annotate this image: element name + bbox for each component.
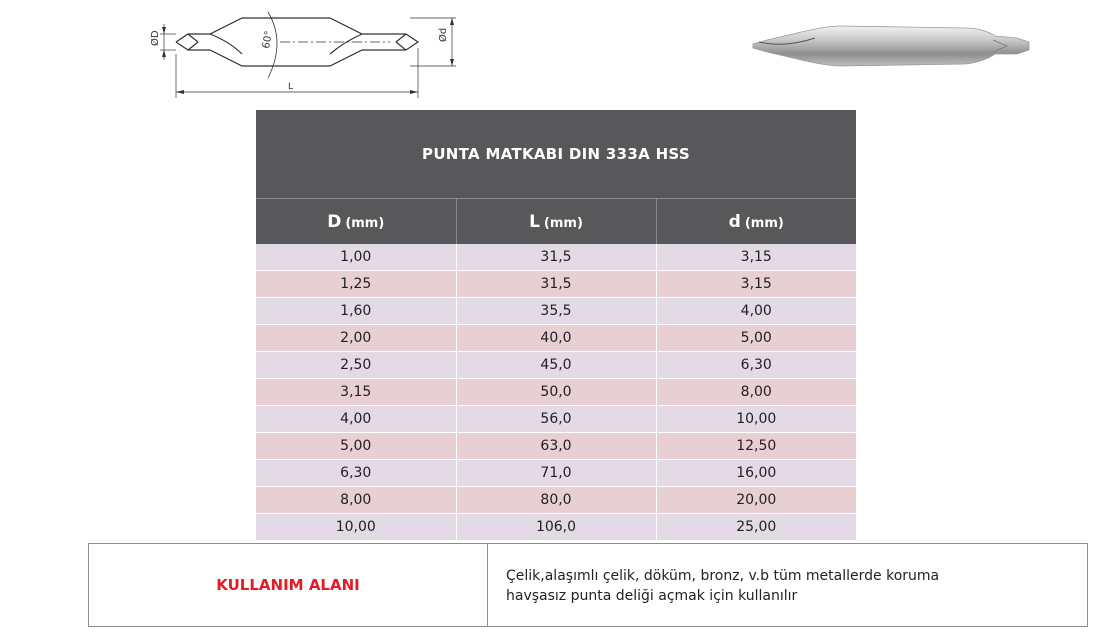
table-row <box>256 487 856 514</box>
table-row <box>256 325 856 352</box>
dim-large-d-label: Ød <box>438 27 449 42</box>
cell-d: 8,00 <box>656 379 856 406</box>
cell-D: 3,15 <box>256 379 456 406</box>
table-row <box>256 271 856 298</box>
cell-d: 12,50 <box>656 433 856 460</box>
cell-d: 5,00 <box>656 325 856 352</box>
cell-d: 20,00 <box>656 487 856 514</box>
length-label: L <box>288 82 294 92</box>
cell-d: 25,00 <box>656 514 856 541</box>
cell-L: 71,0 <box>456 460 656 487</box>
cell-D: 1,25 <box>256 271 456 298</box>
cell-D: 4,00 <box>256 406 456 433</box>
table-row <box>256 514 856 541</box>
table-row <box>256 244 856 271</box>
cell-D: 1,00 <box>256 244 456 271</box>
cell-d: 3,15 <box>656 271 856 298</box>
table-header-row <box>256 199 856 245</box>
table-row <box>256 298 856 325</box>
usage-line-1: Çelik,alaşımlı çelik, döküm, bronz, v.b tüm metallerde koruma <box>506 568 940 584</box>
cell-L: 50,0 <box>456 379 656 406</box>
dim-small-d-label: ØD <box>150 30 161 46</box>
cell-L: 56,0 <box>456 406 656 433</box>
cell-D: 2,50 <box>256 352 456 379</box>
cell-L: 80,0 <box>456 487 656 514</box>
spec-table <box>256 110 856 541</box>
cell-L: 31,5 <box>456 244 656 271</box>
cell-L: 35,5 <box>456 298 656 325</box>
table-row <box>256 406 856 433</box>
technical-drawing <box>140 8 470 100</box>
column-header-D: D (mm) <box>256 199 456 245</box>
usage-area-description <box>488 544 1087 626</box>
cell-d: 3,15 <box>656 244 856 271</box>
usage-area-label: KULLANIM ALANI <box>89 544 488 626</box>
cell-D: 10,00 <box>256 514 456 541</box>
column-header-L: L (mm) <box>456 199 656 245</box>
table-row <box>256 352 856 379</box>
cell-L: 40,0 <box>456 325 656 352</box>
cell-L: 31,5 <box>456 271 656 298</box>
table-row <box>256 460 856 487</box>
center-drill-bit-icon <box>745 18 1035 74</box>
table-row <box>256 433 856 460</box>
cell-D: 8,00 <box>256 487 456 514</box>
cell-d: 4,00 <box>656 298 856 325</box>
angle-label: 60° <box>260 30 275 50</box>
table-title: PUNTA MATKABI DIN 333A HSS <box>256 110 856 199</box>
usage-line-2: havşasız punta deliği açmak için kullanılır <box>506 588 798 604</box>
cell-d: 10,00 <box>656 406 856 433</box>
cell-d: 16,00 <box>656 460 856 487</box>
table-row <box>256 379 856 406</box>
column-header-d: d (mm) <box>656 199 856 245</box>
usage-area-box <box>88 543 1088 627</box>
cell-D: 1,60 <box>256 298 456 325</box>
cell-d: 6,30 <box>656 352 856 379</box>
cell-L: 63,0 <box>456 433 656 460</box>
cell-D: 6,30 <box>256 460 456 487</box>
cell-D: 2,00 <box>256 325 456 352</box>
cell-D: 5,00 <box>256 433 456 460</box>
cell-L: 45,0 <box>456 352 656 379</box>
cell-L: 106,0 <box>456 514 656 541</box>
